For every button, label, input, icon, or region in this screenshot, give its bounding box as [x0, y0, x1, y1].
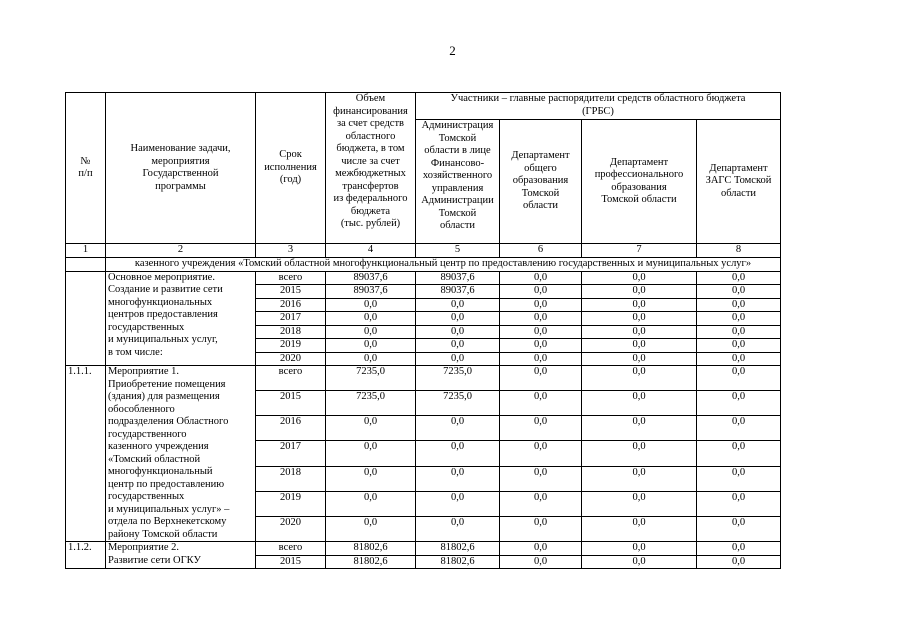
- row-number: 1.1.1.: [66, 366, 106, 542]
- cell-volume: 0,0: [326, 466, 416, 491]
- cell-volume: 7235,0: [326, 366, 416, 391]
- header-participants: Участники – главные распорядители средств областного бюджета (ГРБС): [416, 93, 781, 120]
- cell-prof-edu: 0,0: [582, 339, 697, 353]
- cell-zags: 0,0: [697, 416, 781, 441]
- table-row: [66, 542, 781, 556]
- header-num: № п/п: [66, 93, 106, 244]
- cell-zags: 0,0: [697, 366, 781, 391]
- cell-general-edu: 0,0: [500, 416, 582, 441]
- column-number: 6: [500, 244, 582, 258]
- cell-admin: 81802,6: [416, 542, 500, 556]
- header-name: Наименование задачи, мероприятия Государственной программы: [106, 93, 256, 244]
- cell-volume: 81802,6: [326, 542, 416, 556]
- cell-prof-edu: 0,0: [582, 325, 697, 339]
- table-row: [66, 271, 781, 285]
- cell-admin: 7235,0: [416, 366, 500, 391]
- cell-general-edu: 0,0: [500, 366, 582, 391]
- task-name: Мероприятие 2. Развитие сети ОГКУ: [106, 542, 256, 569]
- cell-admin: 89037,6: [416, 285, 500, 299]
- cell-general-edu: 0,0: [500, 312, 582, 326]
- cell-general-edu: 0,0: [500, 285, 582, 299]
- cell-general-edu: 0,0: [500, 298, 582, 312]
- cell-zags: 0,0: [697, 466, 781, 491]
- cell-general-edu: 0,0: [500, 491, 582, 516]
- cell-term: 2020: [256, 516, 326, 541]
- cell-admin: 0,0: [416, 441, 500, 466]
- cell-prof-edu: 0,0: [582, 516, 697, 541]
- cell-admin: 0,0: [416, 516, 500, 541]
- header-term: Срок исполнения (год): [256, 93, 326, 244]
- cell-zags: 0,0: [697, 285, 781, 299]
- cell-prof-edu: 0,0: [582, 466, 697, 491]
- cell-admin: 89037,6: [416, 271, 500, 285]
- caption-num-cell: [66, 257, 106, 271]
- column-number: 8: [697, 244, 781, 258]
- cell-volume: 0,0: [326, 352, 416, 366]
- cell-prof-edu: 0,0: [582, 298, 697, 312]
- cell-term: 2019: [256, 491, 326, 516]
- cell-general-edu: 0,0: [500, 441, 582, 466]
- header-participant-1: Администрация Томской области в лице Финансово- хозяйственного управления Администрации Томской области: [416, 120, 500, 244]
- financing-table: [65, 92, 781, 569]
- cell-general-edu: 0,0: [500, 352, 582, 366]
- cell-prof-edu: 0,0: [582, 366, 697, 391]
- cell-term: 2015: [256, 555, 326, 569]
- cell-term: всего: [256, 542, 326, 556]
- cell-admin: 81802,6: [416, 555, 500, 569]
- cell-prof-edu: 0,0: [582, 271, 697, 285]
- cell-zags: 0,0: [697, 516, 781, 541]
- cell-term: 2015: [256, 391, 326, 416]
- row-number: [66, 271, 106, 366]
- cell-term: 2016: [256, 298, 326, 312]
- cell-admin: 7235,0: [416, 391, 500, 416]
- cell-term: 2018: [256, 325, 326, 339]
- cell-term: 2017: [256, 312, 326, 326]
- task-name: Мероприятие 1. Приобретение помещения (здания) для размещения обособленного подразделения Областного государственного казенного учреждения «Томский областной многофункциональный центр по предоставлению государственных и муниципальных услуг» – отдела по Верхнекетскому району Томской области: [106, 366, 256, 542]
- header-volume: Объем финансирования за счет средств областного бюджета, в том числе за счет межбюджетных трансфертов из федерального бюджета (тыс. рублей): [326, 93, 416, 244]
- cell-term: 2018: [256, 466, 326, 491]
- cell-general-edu: 0,0: [500, 391, 582, 416]
- cell-prof-edu: 0,0: [582, 555, 697, 569]
- cell-volume: 0,0: [326, 516, 416, 541]
- cell-prof-edu: 0,0: [582, 391, 697, 416]
- cell-volume: 7235,0: [326, 391, 416, 416]
- cell-term: 2017: [256, 441, 326, 466]
- cell-general-edu: 0,0: [500, 466, 582, 491]
- page-number: 2: [449, 43, 456, 58]
- cell-zags: 0,0: [697, 491, 781, 516]
- header-participant-3: Департамент профессионального образования Томской области: [582, 120, 697, 244]
- cell-general-edu: 0,0: [500, 339, 582, 353]
- cell-term: 2020: [256, 352, 326, 366]
- cell-general-edu: 0,0: [500, 271, 582, 285]
- column-number-row: [66, 244, 781, 258]
- cell-zags: 0,0: [697, 339, 781, 353]
- cell-volume: 89037,6: [326, 285, 416, 299]
- cell-volume: 0,0: [326, 491, 416, 516]
- cell-volume: 0,0: [326, 312, 416, 326]
- cell-zags: 0,0: [697, 352, 781, 366]
- cell-volume: 0,0: [326, 441, 416, 466]
- cell-zags: 0,0: [697, 325, 781, 339]
- column-number: 1: [66, 244, 106, 258]
- header-participant-4: Департамент ЗАГС Томской области: [697, 120, 781, 244]
- cell-prof-edu: 0,0: [582, 352, 697, 366]
- header-participant-2: Департамент общего образования Томской области: [500, 120, 582, 244]
- cell-zags: 0,0: [697, 312, 781, 326]
- cell-zags: 0,0: [697, 542, 781, 556]
- section-caption: казенного учреждения «Томский областной многофункциональный центр по предоставлению государственных и муниципальных услуг»: [106, 257, 781, 271]
- column-number: 3: [256, 244, 326, 258]
- cell-admin: 0,0: [416, 491, 500, 516]
- column-number: 4: [326, 244, 416, 258]
- cell-zags: 0,0: [697, 271, 781, 285]
- column-number: 2: [106, 244, 256, 258]
- cell-prof-edu: 0,0: [582, 491, 697, 516]
- cell-prof-edu: 0,0: [582, 416, 697, 441]
- cell-general-edu: 0,0: [500, 555, 582, 569]
- cell-term: всего: [256, 271, 326, 285]
- cell-admin: 0,0: [416, 466, 500, 491]
- cell-admin: 0,0: [416, 416, 500, 441]
- cell-volume: 89037,6: [326, 271, 416, 285]
- table-row: [66, 366, 781, 391]
- cell-zags: 0,0: [697, 555, 781, 569]
- cell-general-edu: 0,0: [500, 542, 582, 556]
- cell-admin: 0,0: [416, 352, 500, 366]
- cell-general-edu: 0,0: [500, 325, 582, 339]
- cell-term: 2015: [256, 285, 326, 299]
- cell-term: 2019: [256, 339, 326, 353]
- cell-general-edu: 0,0: [500, 516, 582, 541]
- cell-volume: 0,0: [326, 298, 416, 312]
- cell-volume: 0,0: [326, 325, 416, 339]
- cell-volume: 0,0: [326, 416, 416, 441]
- row-number: 1.1.2.: [66, 542, 106, 569]
- cell-admin: 0,0: [416, 325, 500, 339]
- cell-prof-edu: 0,0: [582, 285, 697, 299]
- cell-admin: 0,0: [416, 298, 500, 312]
- cell-admin: 0,0: [416, 339, 500, 353]
- task-name: Основное мероприятие. Создание и развитие сети многофункциональных центров предоставления государственных и муниципальных услуг, в том числе:: [106, 271, 256, 366]
- cell-zags: 0,0: [697, 298, 781, 312]
- cell-term: 2016: [256, 416, 326, 441]
- column-number: 5: [416, 244, 500, 258]
- cell-admin: 0,0: [416, 312, 500, 326]
- cell-zags: 0,0: [697, 441, 781, 466]
- cell-prof-edu: 0,0: [582, 312, 697, 326]
- cell-zags: 0,0: [697, 391, 781, 416]
- cell-prof-edu: 0,0: [582, 542, 697, 556]
- cell-volume: 81802,6: [326, 555, 416, 569]
- cell-prof-edu: 0,0: [582, 441, 697, 466]
- cell-volume: 0,0: [326, 339, 416, 353]
- column-number: 7: [582, 244, 697, 258]
- cell-term: всего: [256, 366, 326, 391]
